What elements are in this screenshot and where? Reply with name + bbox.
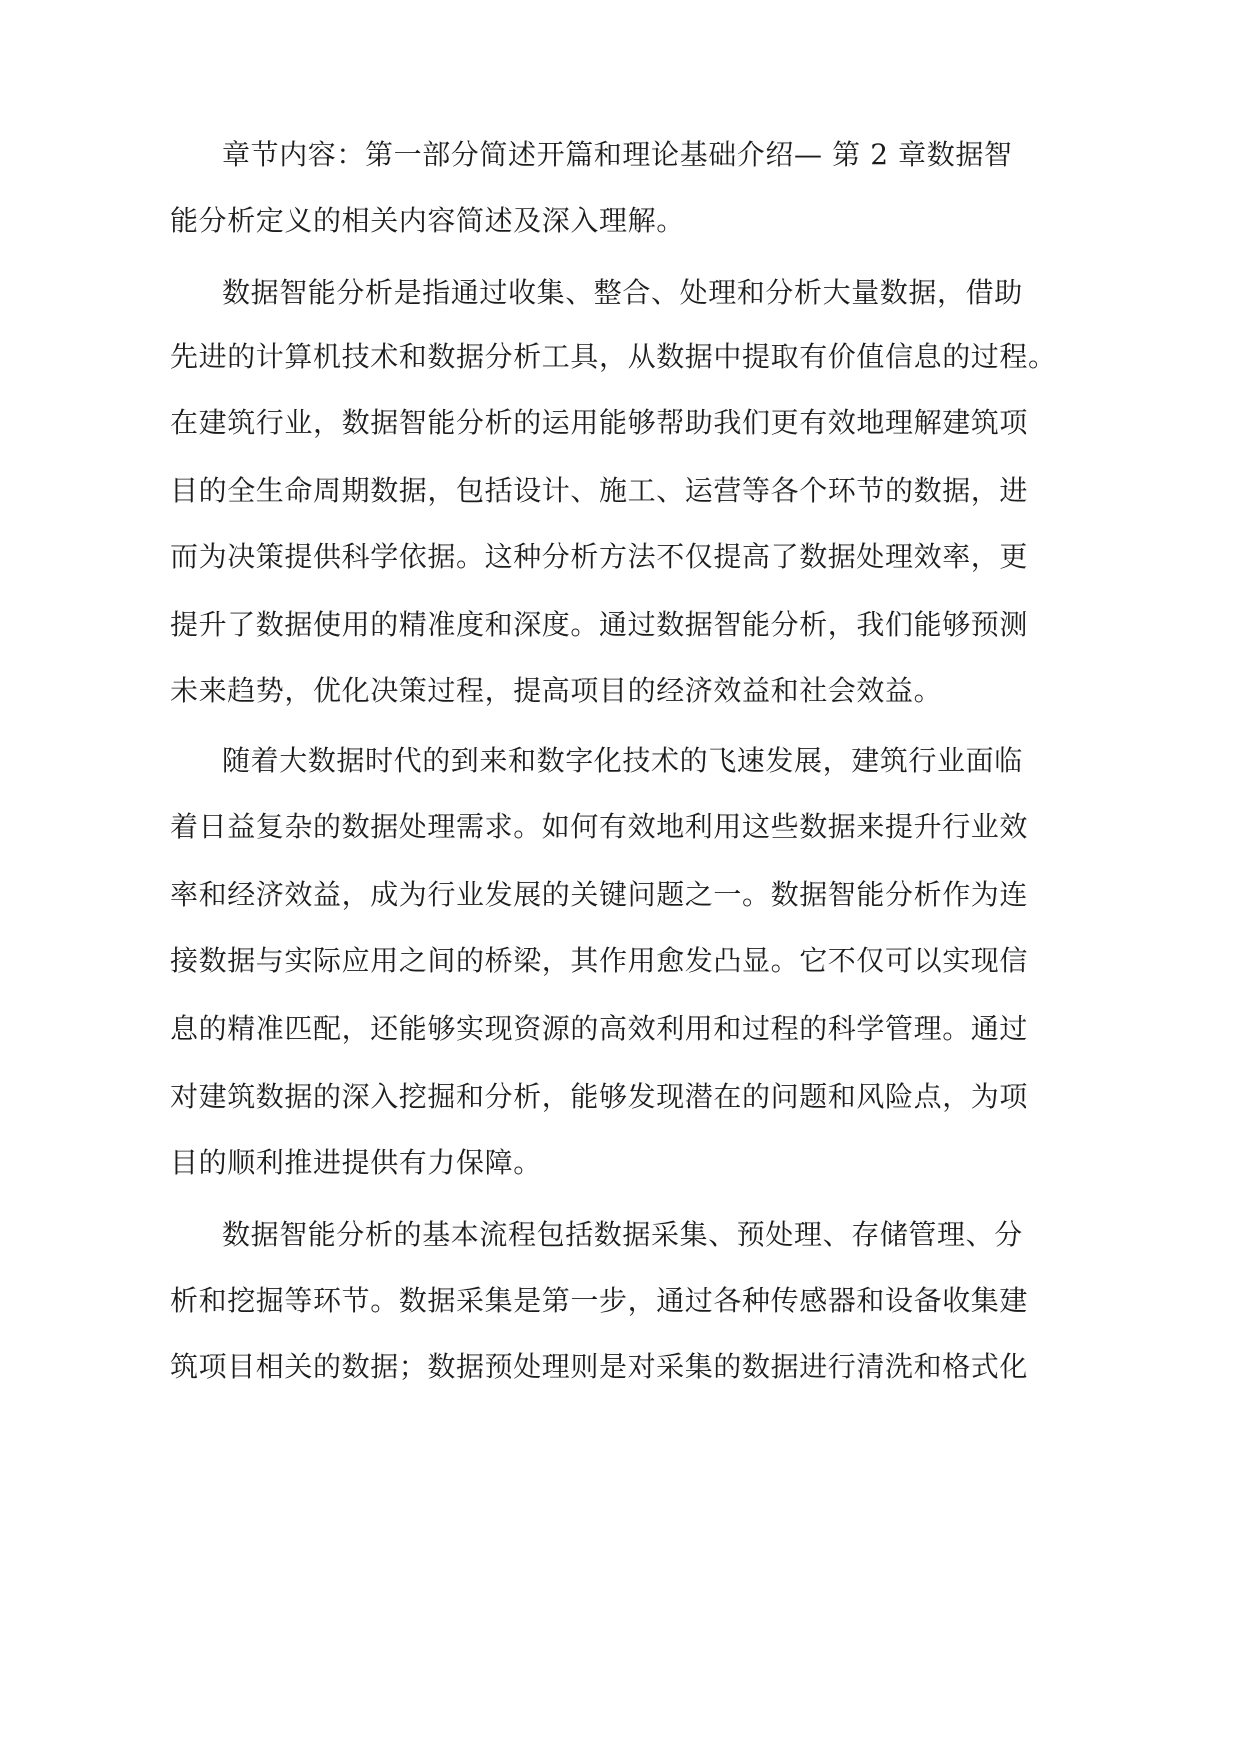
- text-line: 率和经济效益，成为行业发展的关键问题之一。数据智能分析作为连: [170, 878, 1029, 911]
- text-line: 未来趋势，优化决策过程，提高项目的经济效益和社会效益。: [170, 674, 943, 707]
- text-line: 数据智能分析是指通过收集、整合、处理和分析大量数据，借助: [222, 276, 1023, 309]
- text-line: 在建筑行业，数据智能分析的运用能够帮助我们更有效地理解建筑项: [170, 406, 1029, 439]
- text-line: 能分析定义的相关内容简述及深入理解。: [170, 204, 685, 237]
- text-line: 接数据与实际应用之间的桥梁，其作用愈发凸显。它不仅可以实现信: [170, 944, 1029, 977]
- text-line: 对建筑数据的深入挖掘和分析，能够发现潜在的问题和风险点，为项: [170, 1080, 1029, 1113]
- text-line: 提升了数据使用的精准度和深度。通过数据智能分析，我们能够预测: [170, 608, 1029, 641]
- text-line: 着日益复杂的数据处理需求。如何有效地利用这些数据来提升行业效: [170, 810, 1029, 843]
- text-line: 随着大数据时代的到来和数字化技术的飞速发展，建筑行业面临: [222, 744, 1023, 777]
- text-line: 筑项目相关的数据；数据预处理则是对采集的数据进行清洗和格式化: [170, 1350, 1029, 1383]
- text-line: 章节内容：第一部分简述开篇和理论基础介绍— 第 2 章数据智: [222, 138, 1013, 171]
- text-line: 目的顺利推进提供有力保障。: [170, 1146, 542, 1179]
- text-line: 目的全生命周期数据，包括设计、施工、运营等各个环节的数据，进: [170, 474, 1029, 507]
- text-line: 数据智能分析的基本流程包括数据采集、预处理、存储管理、分: [222, 1218, 1023, 1251]
- text-line: 而为决策提供科学依据。这种分析方法不仅提高了数据处理效率，更: [170, 540, 1029, 573]
- text-line: 息的精准匹配，还能够实现资源的高效利用和过程的科学管理。通过: [170, 1012, 1029, 1045]
- text-line: 析和挖掘等环节。数据采集是第一步，通过各种传感器和设备收集建: [170, 1284, 1029, 1317]
- text-line: 先进的计算机技术和数据分析工具，从数据中提取有价值信息的过程。: [170, 340, 1057, 373]
